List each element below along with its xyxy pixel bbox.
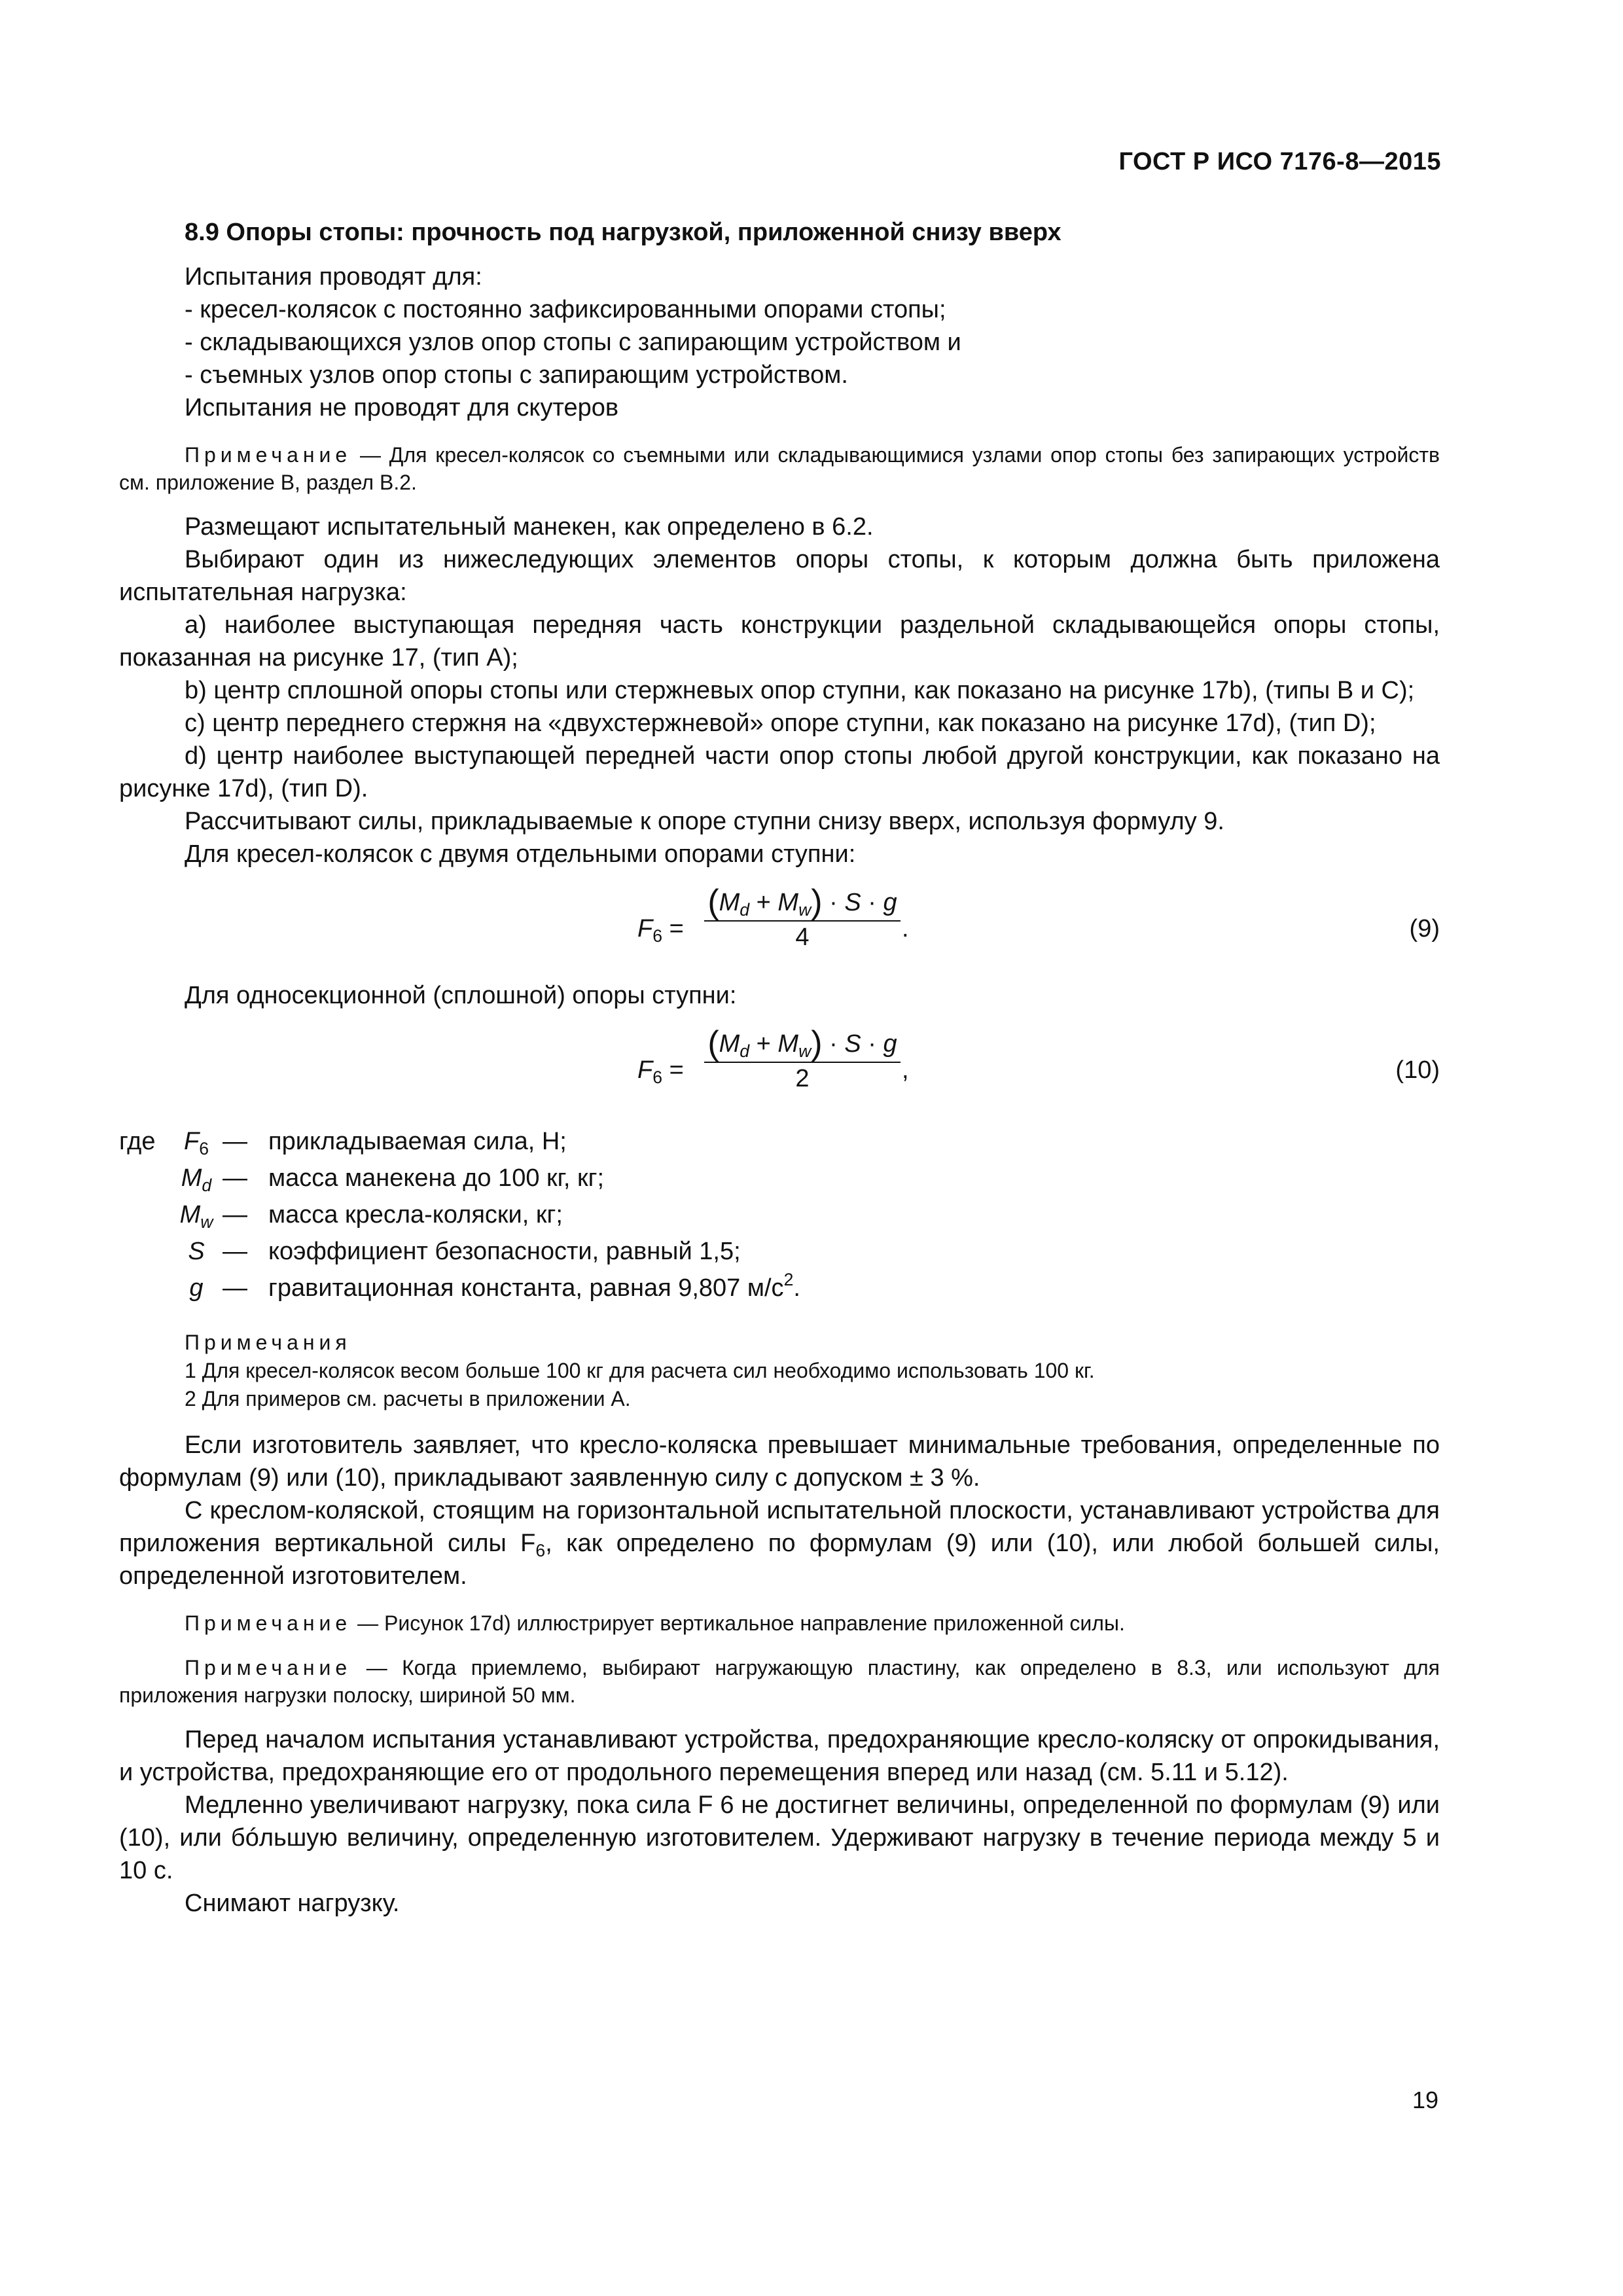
definition-row: S — коэффициент безопасности, равный 1,5; — [119, 1233, 1440, 1270]
definition-symbol: $M_d$ — [181, 1164, 212, 1195]
definition-where: где — [119, 1128, 156, 1155]
formula-9: $F_6$ = $(M_d + M_w) \cdot S \cdot g$ 4 . (9) — [119, 886, 1440, 963]
note — [119, 1609, 1440, 1637]
formula-number: (9) — [1409, 915, 1440, 942]
definition-row: где $F_6$ — прикладываемая сила, Н; — [119, 1123, 1440, 1160]
definition-symbol: $F_6$ — [183, 1128, 209, 1158]
formula-numerator: $(M_d + M_w) \cdot S \cdot g$ — [707, 883, 897, 921]
intro-list-item: - съемных узлов опор стопы с запирающим устройством. — [185, 361, 848, 389]
list-item-d: d) центр наиболее выступающей передней части опор стопы любой другой конструкции, как показано на рисунке 17d), (тип D). — [119, 742, 1440, 802]
definition-row: $M_d$ — масса манекена до 100 кг, кг; — [119, 1160, 1440, 1196]
intro-line: Испытания не проводят для скутеров — [185, 394, 619, 422]
note-text: — Для кресел-колясок со съемными или складывающимися узлами опор стопы без запирающих устройств см. приложение В, раздел В.2. — [119, 443, 1440, 494]
paragraph: Перед началом испытания устанавливают устройства, предохраняющие кресло-коляску от опрокидывания, и устройства, предохраняющие его от продольного перемещения вперед или назад (см. 5.11 и 5.12). — [119, 1726, 1440, 1786]
formula-number: (10) — [1395, 1056, 1440, 1084]
paragraph: Рассчитывают силы, прикладываемые к опоре ступни снизу вверх, используя формулу 9. — [185, 808, 1224, 835]
standard-header: ГОСТ Р ИСО 7176-8—2015 — [1118, 148, 1441, 175]
formula-numerator: $(M_d + M_w) \cdot S \cdot g$ — [707, 1024, 897, 1062]
definition-symbol: $M_w$ — [179, 1201, 213, 1232]
note-label: Примечание — [185, 1611, 352, 1635]
note-label: Примечание — [185, 1656, 352, 1679]
note-label: Примечание — [185, 443, 352, 467]
paragraph: Снимают нагрузку. — [185, 1890, 400, 1917]
definition-text: гравитационная константа, равная 9,807 $м/с^2$. — [268, 1270, 800, 1302]
paragraph: Размещают испытательный манекен, как определено в 6.2. — [185, 513, 874, 541]
definition-symbol: S — [188, 1238, 205, 1265]
formula-denominator: 2 — [795, 1065, 810, 1092]
note-item: 1 Для кресел-колясок весом больше 100 кг для расчета сил необходимо использовать 100 кг. — [185, 1359, 1095, 1382]
note — [119, 1654, 1440, 1709]
list-item-b: b) центр сплошной опоры стопы или стержневых опор ступни, как показано на рисунке 17b), (типы В и С); — [185, 677, 1415, 704]
page-content — [119, 216, 1440, 1920]
paragraph: Медленно увеличивают нагрузку, пока сила F 6 не достигнет величины, определенной по формулам (9) или (10), или бóльшую величину, определенную изготовителем. Удерживают нагрузку в течение периода между 5 и 10 с. — [119, 1791, 1440, 1884]
paragraph: Если изготовитель заявляет, что кресло-коляска превышает минимальные требования, определенные по формулам (9) или (10), прикладывают заявленную силу с допуском ± 3 %. — [119, 1431, 1440, 1492]
intro-line: Испытания проводят для: — [185, 263, 482, 291]
section-title: 8.9 Опоры стопы: прочность под нагрузкой, приложенной снизу вверх — [185, 219, 1061, 246]
paragraph: Для односекционной (сплошной) опоры ступни: — [185, 982, 737, 1009]
definition-text: масса кресла-коляски, кг; — [268, 1201, 563, 1229]
definitions-list — [119, 1123, 1440, 1306]
list-item-a: a) наиболее выступающая передняя часть конструкции раздельной складывающейся опоры стопы, показанная на рисунке 17, (тип А); — [119, 611, 1440, 672]
notes-block — [119, 1329, 1440, 1413]
definition-symbol: g — [189, 1274, 204, 1302]
note-text: — Когда приемлемо, выбирают нагружающую пластину, как определено в 8.3, или используют для приложения нагрузки полоску, шириной 50 мм. — [119, 1656, 1440, 1707]
paragraph: С креслом-коляской, стоящим на горизонтальной испытательной плоскости, устанавливают устройства для приложения вертикальной силы $F_6$, как определено по формулам (9) или (10), или любой большей силы, определенной изготовителем. — [119, 1497, 1440, 1590]
definition-row: $M_w$ — масса кресла-коляски, кг; — [119, 1196, 1440, 1233]
intro-list-item: - складывающихся узлов опор стопы с запирающим устройством и — [185, 329, 961, 356]
paragraph: Выбирают один из нижеследующих элементов опоры стопы, к которым должна быть приложена испытательная нагрузка: — [119, 546, 1440, 606]
page-number: 19 — [1412, 2087, 1438, 2113]
notes-label: Примечания — [185, 1331, 351, 1354]
formula-denominator: 4 — [795, 924, 810, 951]
note-text: — Рисунок 17d) иллюстрирует вертикальное направление приложенной силы. — [351, 1611, 1125, 1635]
intro-block — [119, 260, 1440, 424]
definition-text: коэффициент безопасности, равный 1,5; — [268, 1238, 741, 1265]
intro-list-item: - кресел-колясок с постоянно зафиксированными опорами стопы; — [185, 296, 946, 323]
paragraph: Для кресел-колясок с двумя отдельными опорами ступни: — [185, 840, 856, 868]
note-item: 2 Для примеров см. расчеты в приложении А. — [185, 1387, 631, 1410]
note — [119, 441, 1440, 496]
formula-10: $F_6$ = $(M_d + M_w) \cdot S \cdot g$ 2 , (10) — [119, 1028, 1440, 1105]
definition-text: масса манекена до 100 кг, кг; — [268, 1164, 605, 1192]
list-item-c: c) центр переднего стержня на «двухстержневой» опоре ступни, как показано на рисунке 17d), (тип D); — [185, 709, 1376, 737]
definition-row: g — гравитационная константа, равная 9,807 $м/с^2$. — [119, 1270, 1440, 1306]
definition-text: прикладываемая сила, Н; — [268, 1128, 567, 1155]
